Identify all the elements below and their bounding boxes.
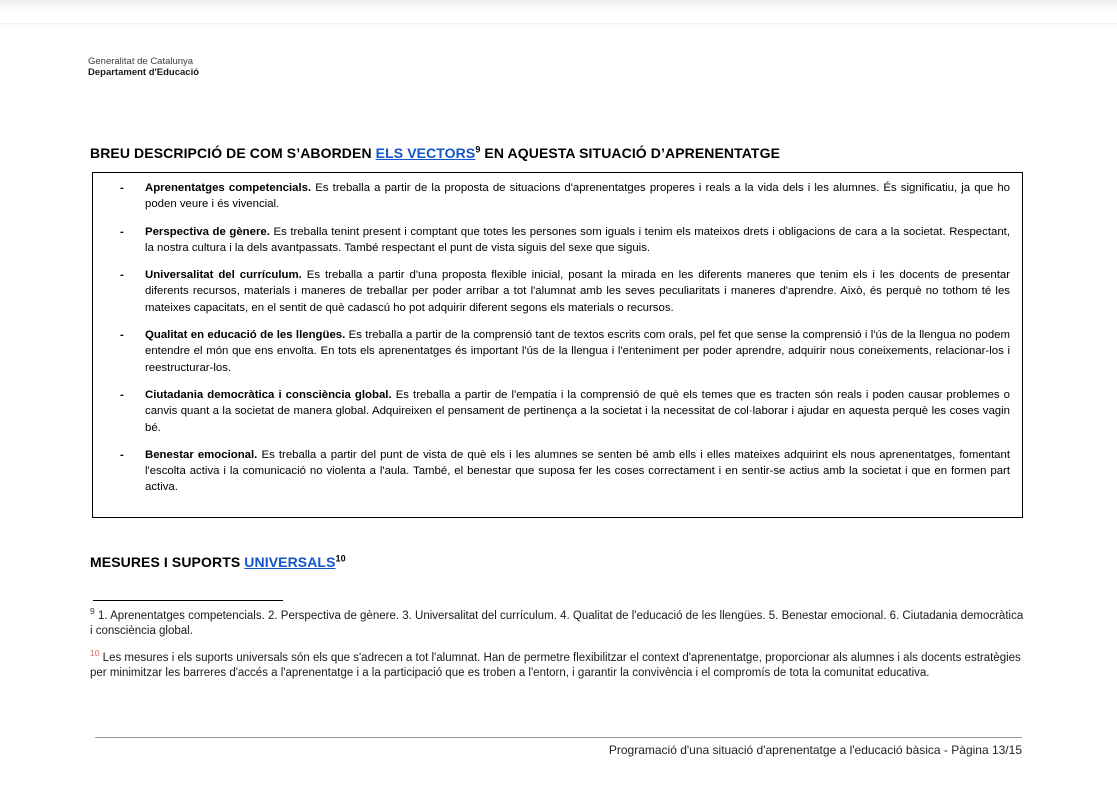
vector-term: Qualitat en educació de les llengües. <box>145 329 346 342</box>
vector-text <box>145 449 1010 494</box>
footnote <box>90 606 1028 639</box>
vector-item <box>93 267 1010 316</box>
vector-term: Ciutadania democràtica i consciència global. <box>145 388 392 401</box>
letterhead-dept: Departament d'Educació <box>88 67 200 78</box>
vector-text <box>145 329 1010 374</box>
vector-description: Es treballa a partir d'una proposta flexible inicial, posant la mirada en les diferents maneres que tenim els i les docents de presentar diferents recursos, materials i maneres de treballar per poder arribar a tot l'alumnat amb les seves peculiaritats i maneres d'aprendre. Això, és perquè no tothom té les mateixes capacitats, en el sentit de què cadascú ho pot adquirir diferent segons els materials o recursos. <box>145 269 1010 314</box>
viewer-top-shade <box>0 0 1117 11</box>
vector-text <box>145 226 1010 254</box>
letterhead <box>88 56 199 78</box>
vector-term: Perspectiva de gènere. <box>145 225 270 238</box>
footnote <box>90 648 1028 681</box>
vector-item <box>93 224 1010 257</box>
vector-term: Benestar emocional. <box>145 448 258 461</box>
heading-vectors-pre: BREU DESCRIPCIÓ DE COM S’ABORDEN <box>90 145 376 161</box>
heading-vectors-post: EN AQUESTA SITUACIÓ D’APRENENTATGE <box>480 145 781 161</box>
footnote-marker: 9 <box>90 606 95 617</box>
section-heading-vectors <box>90 144 1025 162</box>
dash-bullet: - <box>120 269 124 282</box>
vector-description: Es treballa a partir de la proposta de situacions d'aprenentatges properes i reals a la vida dels i les alumnes. És significatiu, ja que ho poden veure i és vivencial. <box>145 182 1011 211</box>
footnote-ref-9: 9 <box>475 144 481 155</box>
footnotes <box>90 606 1028 693</box>
vector-item <box>93 327 1010 376</box>
dash-bullet: - <box>120 448 124 461</box>
vector-item <box>93 387 1010 436</box>
dash-bullet: - <box>120 182 124 194</box>
vector-term: Aprenentatges competencials. <box>145 182 312 194</box>
footnote-separator <box>93 600 283 601</box>
footnote-text: 1. Aprenentatges competencials. 2. Perspectiva de gènere. 3. Universalitat del currículum. 4. Qualitat de l'educació de les llengües. 5. Benestar emocional. 6. Ciutadania democràtica i consciència global. <box>90 610 1024 637</box>
footer-divider <box>95 737 1022 738</box>
dash-bullet: - <box>120 329 124 342</box>
footnote-text: Les mesures i els suports universals són els que s'adrecen a tot l'alumnat. Han de permetre flexibilitzar el context d'aprenentatge, proporcionar als alumnes i als docents estratègies per minimitzar les barreres d'accés a l'aprenentatge i a la participació que es troben a l'entorn, i garantir la convivència i el compromís de tota la comunitat educativa. <box>90 652 1021 679</box>
letterhead-org: Generalitat de Catalunya <box>88 56 194 67</box>
dash-bullet: - <box>120 225 124 238</box>
page-edge-shade <box>0 24 1117 32</box>
vector-description: Es treballa a partir del punt de vista de què els i les alumnes se senten bé amb ells i elles mateixes adquirint els nous aprenentatges, fomentant l'escolta activa i la comunicació no violenta a l'aula. També, el benestar que suposa fer les coses correctament i en sentir-se actius amb la societat i que en formen part activa. <box>145 448 1011 494</box>
footer-page-label: Programació d'una situació d'aprenentatge a l'educació bàsica - Pàgina 13/15 <box>608 743 1022 757</box>
vector-text <box>145 269 1010 314</box>
section-heading-mesures <box>90 553 1025 571</box>
vector-text <box>145 182 1010 210</box>
heading-mesures-pre: MESURES I SUPORTS <box>90 554 245 570</box>
dash-bullet: - <box>120 388 124 401</box>
els-vectors-link[interactable]: ELS VECTORS <box>375 145 476 161</box>
footnote-marker: 10 <box>90 648 100 659</box>
vectors-description-box <box>92 172 1023 518</box>
vector-item <box>93 180 1010 213</box>
footnote-ref-10: 10 <box>335 553 346 564</box>
vector-text <box>145 389 1010 434</box>
vector-description: Es treballa a partir de l'empatia i la comprensió de què els temes que es tracten són reals i poden causar problemes o canvis quant a la societat de manera global. Adquireixen el pensament de pertinença a la societat i la necessitat de col·laborar i ajudar en aquesta perquè les coses vagin bé. <box>145 388 1011 434</box>
universals-link[interactable]: UNIVERSALS <box>244 554 336 570</box>
vector-description: Es treballa tenint present i comptant que totes les persones som iguals i tenim els mateixos drets i obligacions de cara a la societat. Respectant, la nostra cultura i la dels avantpassats. També respectant el punt de vista siguis del sexe que siguis. <box>145 225 1010 254</box>
vector-description: Es treballa a partir de la comprensió tant de textos escrits com orals, pel fet que sense la comprensió i l'ús de la llengua no podem entendre el món que ens envolta. En tots els aprenentatges és important l'ús de la llengua i l'enteniment per poder aprendre, adquirir nous coneixements, relacionar-los i reestructurar-los. <box>145 329 1010 374</box>
vector-item <box>93 447 1010 496</box>
vector-term: Universalitat del currículum. <box>145 269 302 282</box>
